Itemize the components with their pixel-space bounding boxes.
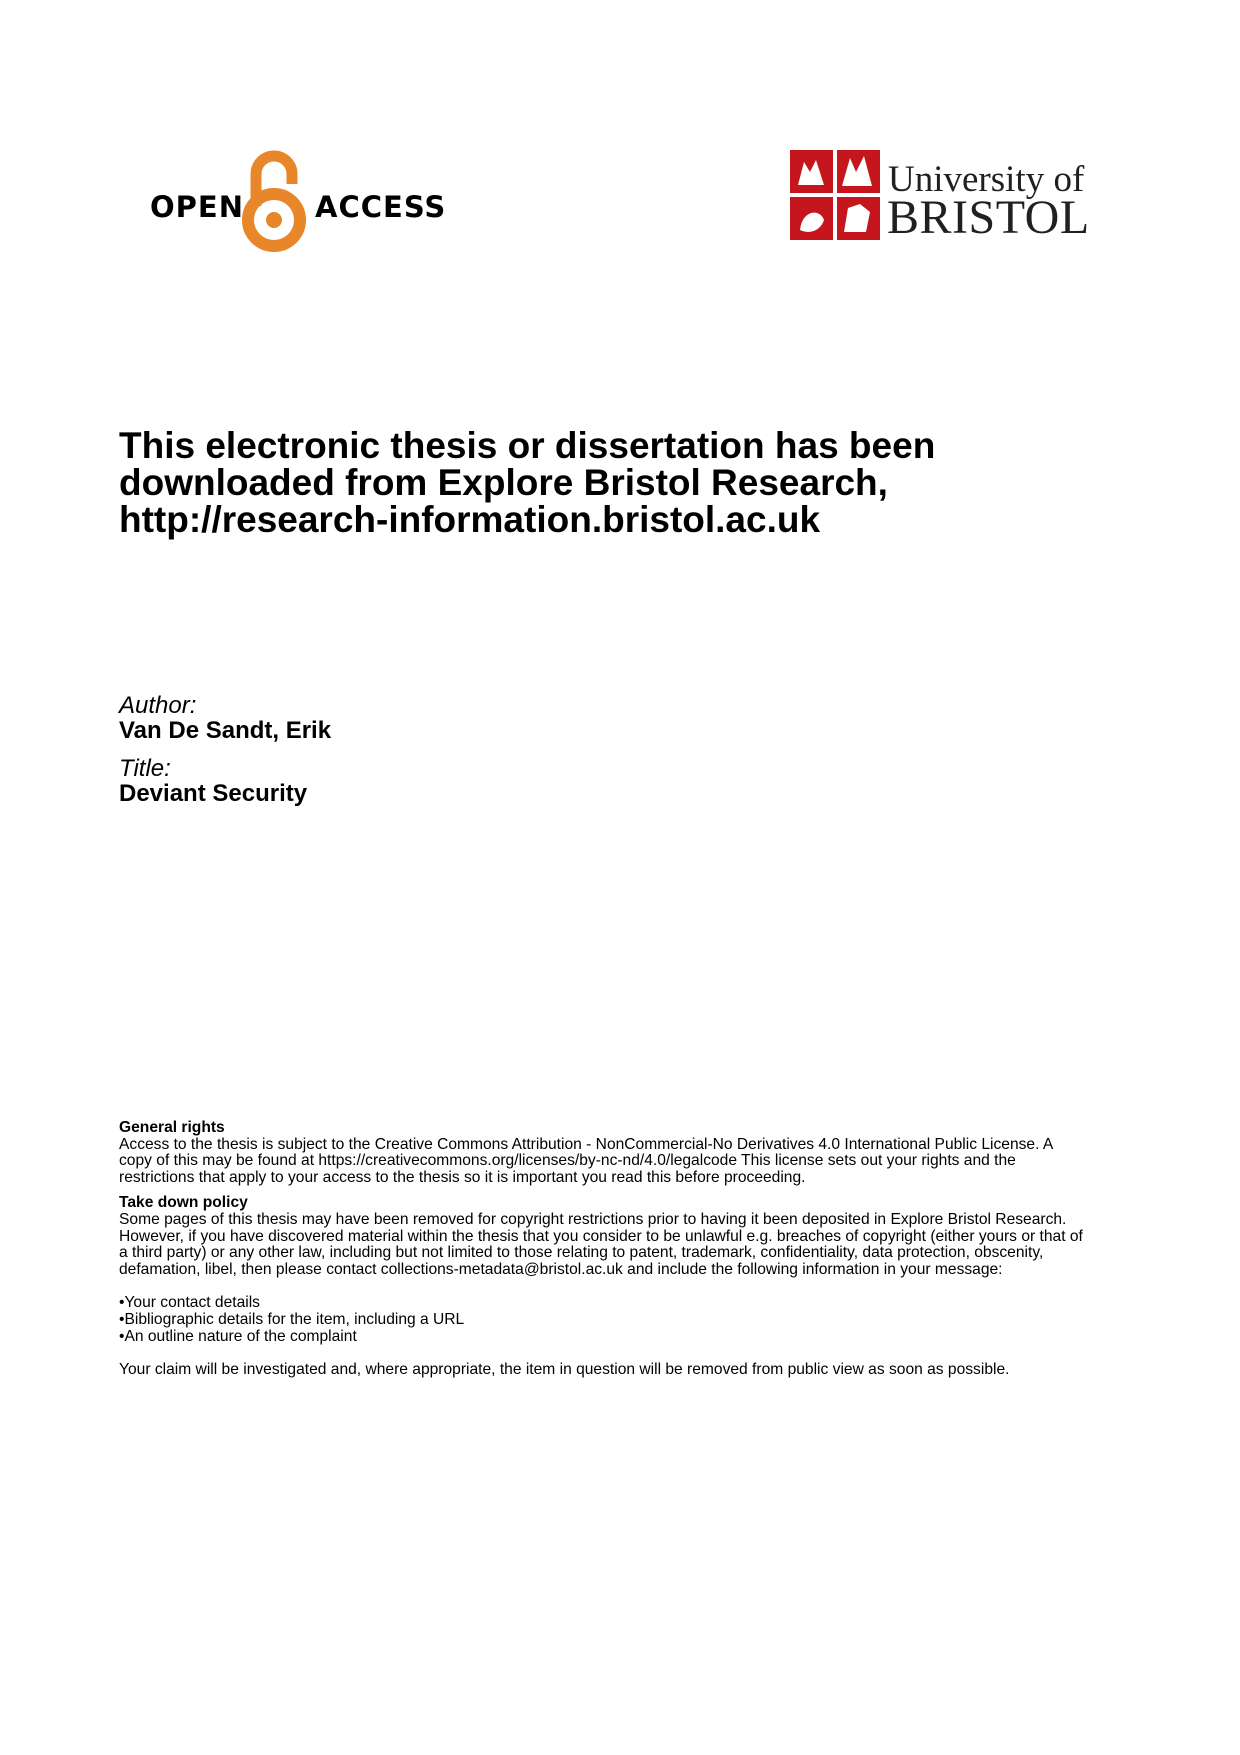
title-label: Title: bbox=[119, 755, 171, 782]
author-value: Van De Sandt, Erik bbox=[119, 717, 332, 744]
general-rights-text bbox=[119, 1137, 1149, 1187]
university-logo-line2: BRISTOL bbox=[887, 191, 1090, 244]
open-padlock-icon bbox=[242, 148, 306, 252]
heading-line: downloaded from Explore Bristol Research, bbox=[119, 462, 888, 503]
take-down-text bbox=[119, 1212, 1149, 1278]
open-access-logo bbox=[150, 148, 447, 253]
university-crest-icon bbox=[790, 150, 880, 240]
text-line: Some pages of this thesis may have been removed for copyright restrictions prior to having it been deposited in Explore Bristol Research. bbox=[119, 1210, 1067, 1228]
take-down-bullets bbox=[119, 1295, 1149, 1345]
text-line: defamation, libel, then please contact collections-metadata@bristol.ac.uk and include the following information in your message: bbox=[119, 1260, 1003, 1278]
take-down-closing bbox=[119, 1362, 1149, 1379]
page-heading bbox=[119, 427, 1119, 538]
author-label: Author: bbox=[119, 692, 197, 719]
take-down-heading: Take down policy bbox=[119, 1194, 248, 1212]
open-access-logo-open: OPEN bbox=[150, 190, 244, 224]
university-logo-line1: University of bbox=[888, 159, 1085, 200]
list-item: •An outline nature of the complaint bbox=[119, 1327, 357, 1345]
text-line: copy of this may be found at https://creativecommons.org/licenses/by-nc-nd/4.0/legalcode This license sets out your rights and the bbox=[119, 1152, 1016, 1170]
text-line: Access to the thesis is subject to the Creative Commons Attribution - NonCommercial-No Derivatives 4.0 International Public License. A bbox=[119, 1135, 1054, 1153]
heading-line: This electronic thesis or dissertation has been bbox=[119, 425, 936, 466]
text-line: However, if you have discovered material within the thesis that you consider to be unlawful e.g. breaches of copyright (either yours or that of bbox=[119, 1227, 1083, 1245]
heading-line: http://research-information.bristol.ac.uk bbox=[119, 499, 821, 540]
general-rights-heading: General rights bbox=[119, 1119, 225, 1136]
university-logo bbox=[790, 150, 1100, 242]
text-line: a third party) or any other law, including but not limited to those relating to patent, trademark, confidentiality, data protection, obscenity, bbox=[119, 1244, 1044, 1262]
title-value: Deviant Security bbox=[119, 780, 308, 807]
text-line: Your claim will be investigated and, where appropriate, the item in question will be removed from public view as soon as possible. bbox=[119, 1361, 1010, 1379]
text-line: restrictions that apply to your access to the thesis so it is important you read this before proceeding. bbox=[119, 1168, 806, 1186]
list-item: •Your contact details bbox=[119, 1294, 260, 1312]
list-item: •Bibliographic details for the item, including a URL bbox=[119, 1310, 465, 1328]
open-access-logo-access: ACCESS bbox=[315, 190, 447, 224]
rights-section bbox=[119, 1120, 1149, 1379]
